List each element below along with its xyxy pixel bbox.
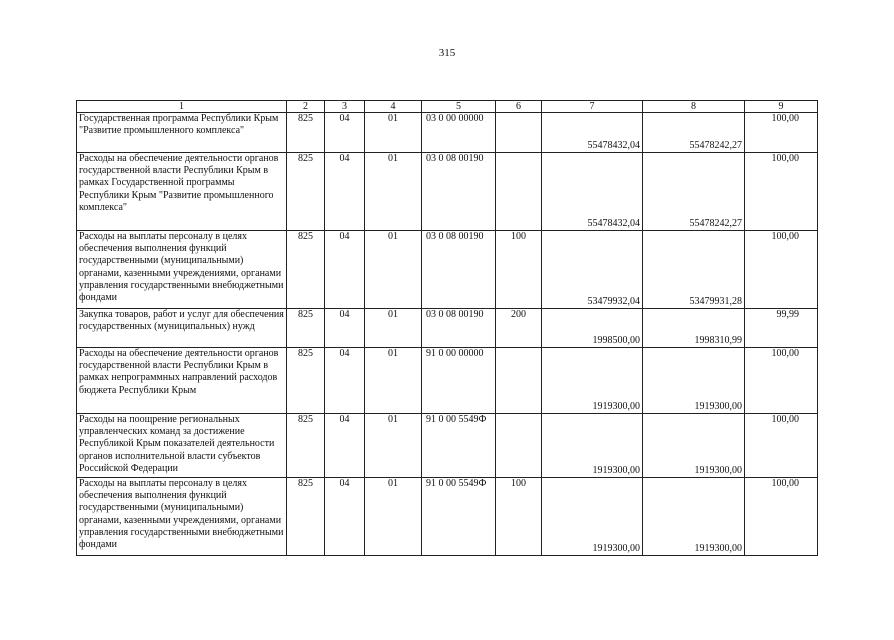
subsection-cell: 01 xyxy=(365,478,422,556)
subsection-cell: 01 xyxy=(365,231,422,309)
section-cell: 04 xyxy=(325,309,365,348)
section-cell: 04 xyxy=(325,153,365,231)
actual-amount-cell: 1998310,99 xyxy=(643,309,745,348)
plan-amount-cell: 55478432,04 xyxy=(542,153,643,231)
table-row xyxy=(77,153,818,231)
execution-percent-cell: 100,00 xyxy=(745,153,818,231)
grbs-cell: 825 xyxy=(287,478,325,556)
actual-amount-cell: 55478242,27 xyxy=(643,113,745,153)
actual-amount-cell: 53479931,28 xyxy=(643,231,745,309)
actual-amount-cell: 55478242,27 xyxy=(643,153,745,231)
grbs-cell: 825 xyxy=(287,348,325,414)
table-row xyxy=(77,478,818,556)
table-row xyxy=(77,113,818,153)
subsection-cell: 01 xyxy=(365,309,422,348)
expense-type-cell: 100 xyxy=(496,231,542,309)
section-cell: 04 xyxy=(325,348,365,414)
target-article-cell: 03 0 00 00000 xyxy=(422,113,496,153)
grbs-cell: 825 xyxy=(287,231,325,309)
expense-type-cell xyxy=(496,113,542,153)
expense-type-cell: 100 xyxy=(496,478,542,556)
table-header-row xyxy=(77,101,818,113)
table-row xyxy=(77,414,818,478)
execution-percent-cell: 99,99 xyxy=(745,309,818,348)
expense-name-cell: Расходы на выплаты персоналу в целях обеспечения выполнения функций государственными (муниципальными) органами, казенными учреждениями, органами управления государственными внебюджетными фондами xyxy=(77,478,287,556)
header-cell: 1 xyxy=(77,101,287,113)
header-cell: 9 xyxy=(745,101,818,113)
execution-percent-cell: 100,00 xyxy=(745,348,818,414)
plan-amount-cell: 1998500,00 xyxy=(542,309,643,348)
execution-percent-cell: 100,00 xyxy=(745,414,818,478)
plan-amount-cell: 1919300,00 xyxy=(542,414,643,478)
expense-name-cell: Расходы на выплаты персоналу в целях обеспечения выполнения функций государственными (муниципальными) органами, казенными учреждениями, органами управления государственными внебюджетными фондами xyxy=(77,231,287,309)
page-number: 315 xyxy=(438,47,456,59)
grbs-cell: 825 xyxy=(287,113,325,153)
section-cell: 04 xyxy=(325,414,365,478)
table-row xyxy=(77,231,818,309)
header-cell: 6 xyxy=(496,101,542,113)
actual-amount-cell: 1919300,00 xyxy=(643,478,745,556)
target-article-cell: 03 0 08 00190 xyxy=(422,231,496,309)
budget-execution-table xyxy=(76,100,818,556)
subsection-cell: 01 xyxy=(365,414,422,478)
plan-amount-cell: 55478432,04 xyxy=(542,113,643,153)
expense-type-cell xyxy=(496,348,542,414)
header-cell: 4 xyxy=(365,101,422,113)
grbs-cell: 825 xyxy=(287,414,325,478)
plan-amount-cell: 1919300,00 xyxy=(542,348,643,414)
expense-name-cell: Государственная программа Республики Крым "Развитие промышленного комплекса" xyxy=(77,113,287,153)
expense-type-cell xyxy=(496,414,542,478)
header-cell: 8 xyxy=(643,101,745,113)
target-article-cell: 03 0 08 00190 xyxy=(422,309,496,348)
expense-type-cell: 200 xyxy=(496,309,542,348)
actual-amount-cell: 1919300,00 xyxy=(643,348,745,414)
section-cell: 04 xyxy=(325,113,365,153)
header-cell: 5 xyxy=(422,101,496,113)
header-cell: 2 xyxy=(287,101,325,113)
section-cell: 04 xyxy=(325,478,365,556)
table-row xyxy=(77,348,818,414)
expense-name-cell: Расходы на поощрение региональных управленческих команд за достижение Республикой Крым показателей деятельности органов исполнительной власти субъектов Российской Федерации xyxy=(77,414,287,478)
subsection-cell: 01 xyxy=(365,153,422,231)
table-row xyxy=(77,309,818,348)
target-article-cell: 91 0 00 5549Ф xyxy=(422,478,496,556)
target-article-cell: 91 0 00 00000 xyxy=(422,348,496,414)
grbs-cell: 825 xyxy=(287,153,325,231)
expense-name-cell: Закупка товаров, работ и услуг для обеспечения государственных (муниципальных) нужд xyxy=(77,309,287,348)
plan-amount-cell: 1919300,00 xyxy=(542,478,643,556)
expense-type-cell xyxy=(496,153,542,231)
execution-percent-cell: 100,00 xyxy=(745,113,818,153)
expense-name-cell: Расходы на обеспечение деятельности органов государственной власти Республики Крым в рамках непрограммных направлений расходов бюджета Республики Крым xyxy=(77,348,287,414)
header-cell: 7 xyxy=(542,101,643,113)
actual-amount-cell: 1919300,00 xyxy=(643,414,745,478)
subsection-cell: 01 xyxy=(365,348,422,414)
grbs-cell: 825 xyxy=(287,309,325,348)
subsection-cell: 01 xyxy=(365,113,422,153)
header-cell: 3 xyxy=(325,101,365,113)
expense-name-cell: Расходы на обеспечение деятельности органов государственной власти Республики Крым в рамках Государственной программы Республики Крым "Развитие промышленного комплекса" xyxy=(77,153,287,231)
section-cell: 04 xyxy=(325,231,365,309)
plan-amount-cell: 53479932,04 xyxy=(542,231,643,309)
execution-percent-cell: 100,00 xyxy=(745,478,818,556)
execution-percent-cell: 100,00 xyxy=(745,231,818,309)
target-article-cell: 03 0 08 00190 xyxy=(422,153,496,231)
target-article-cell: 91 0 00 5549Ф xyxy=(422,414,496,478)
